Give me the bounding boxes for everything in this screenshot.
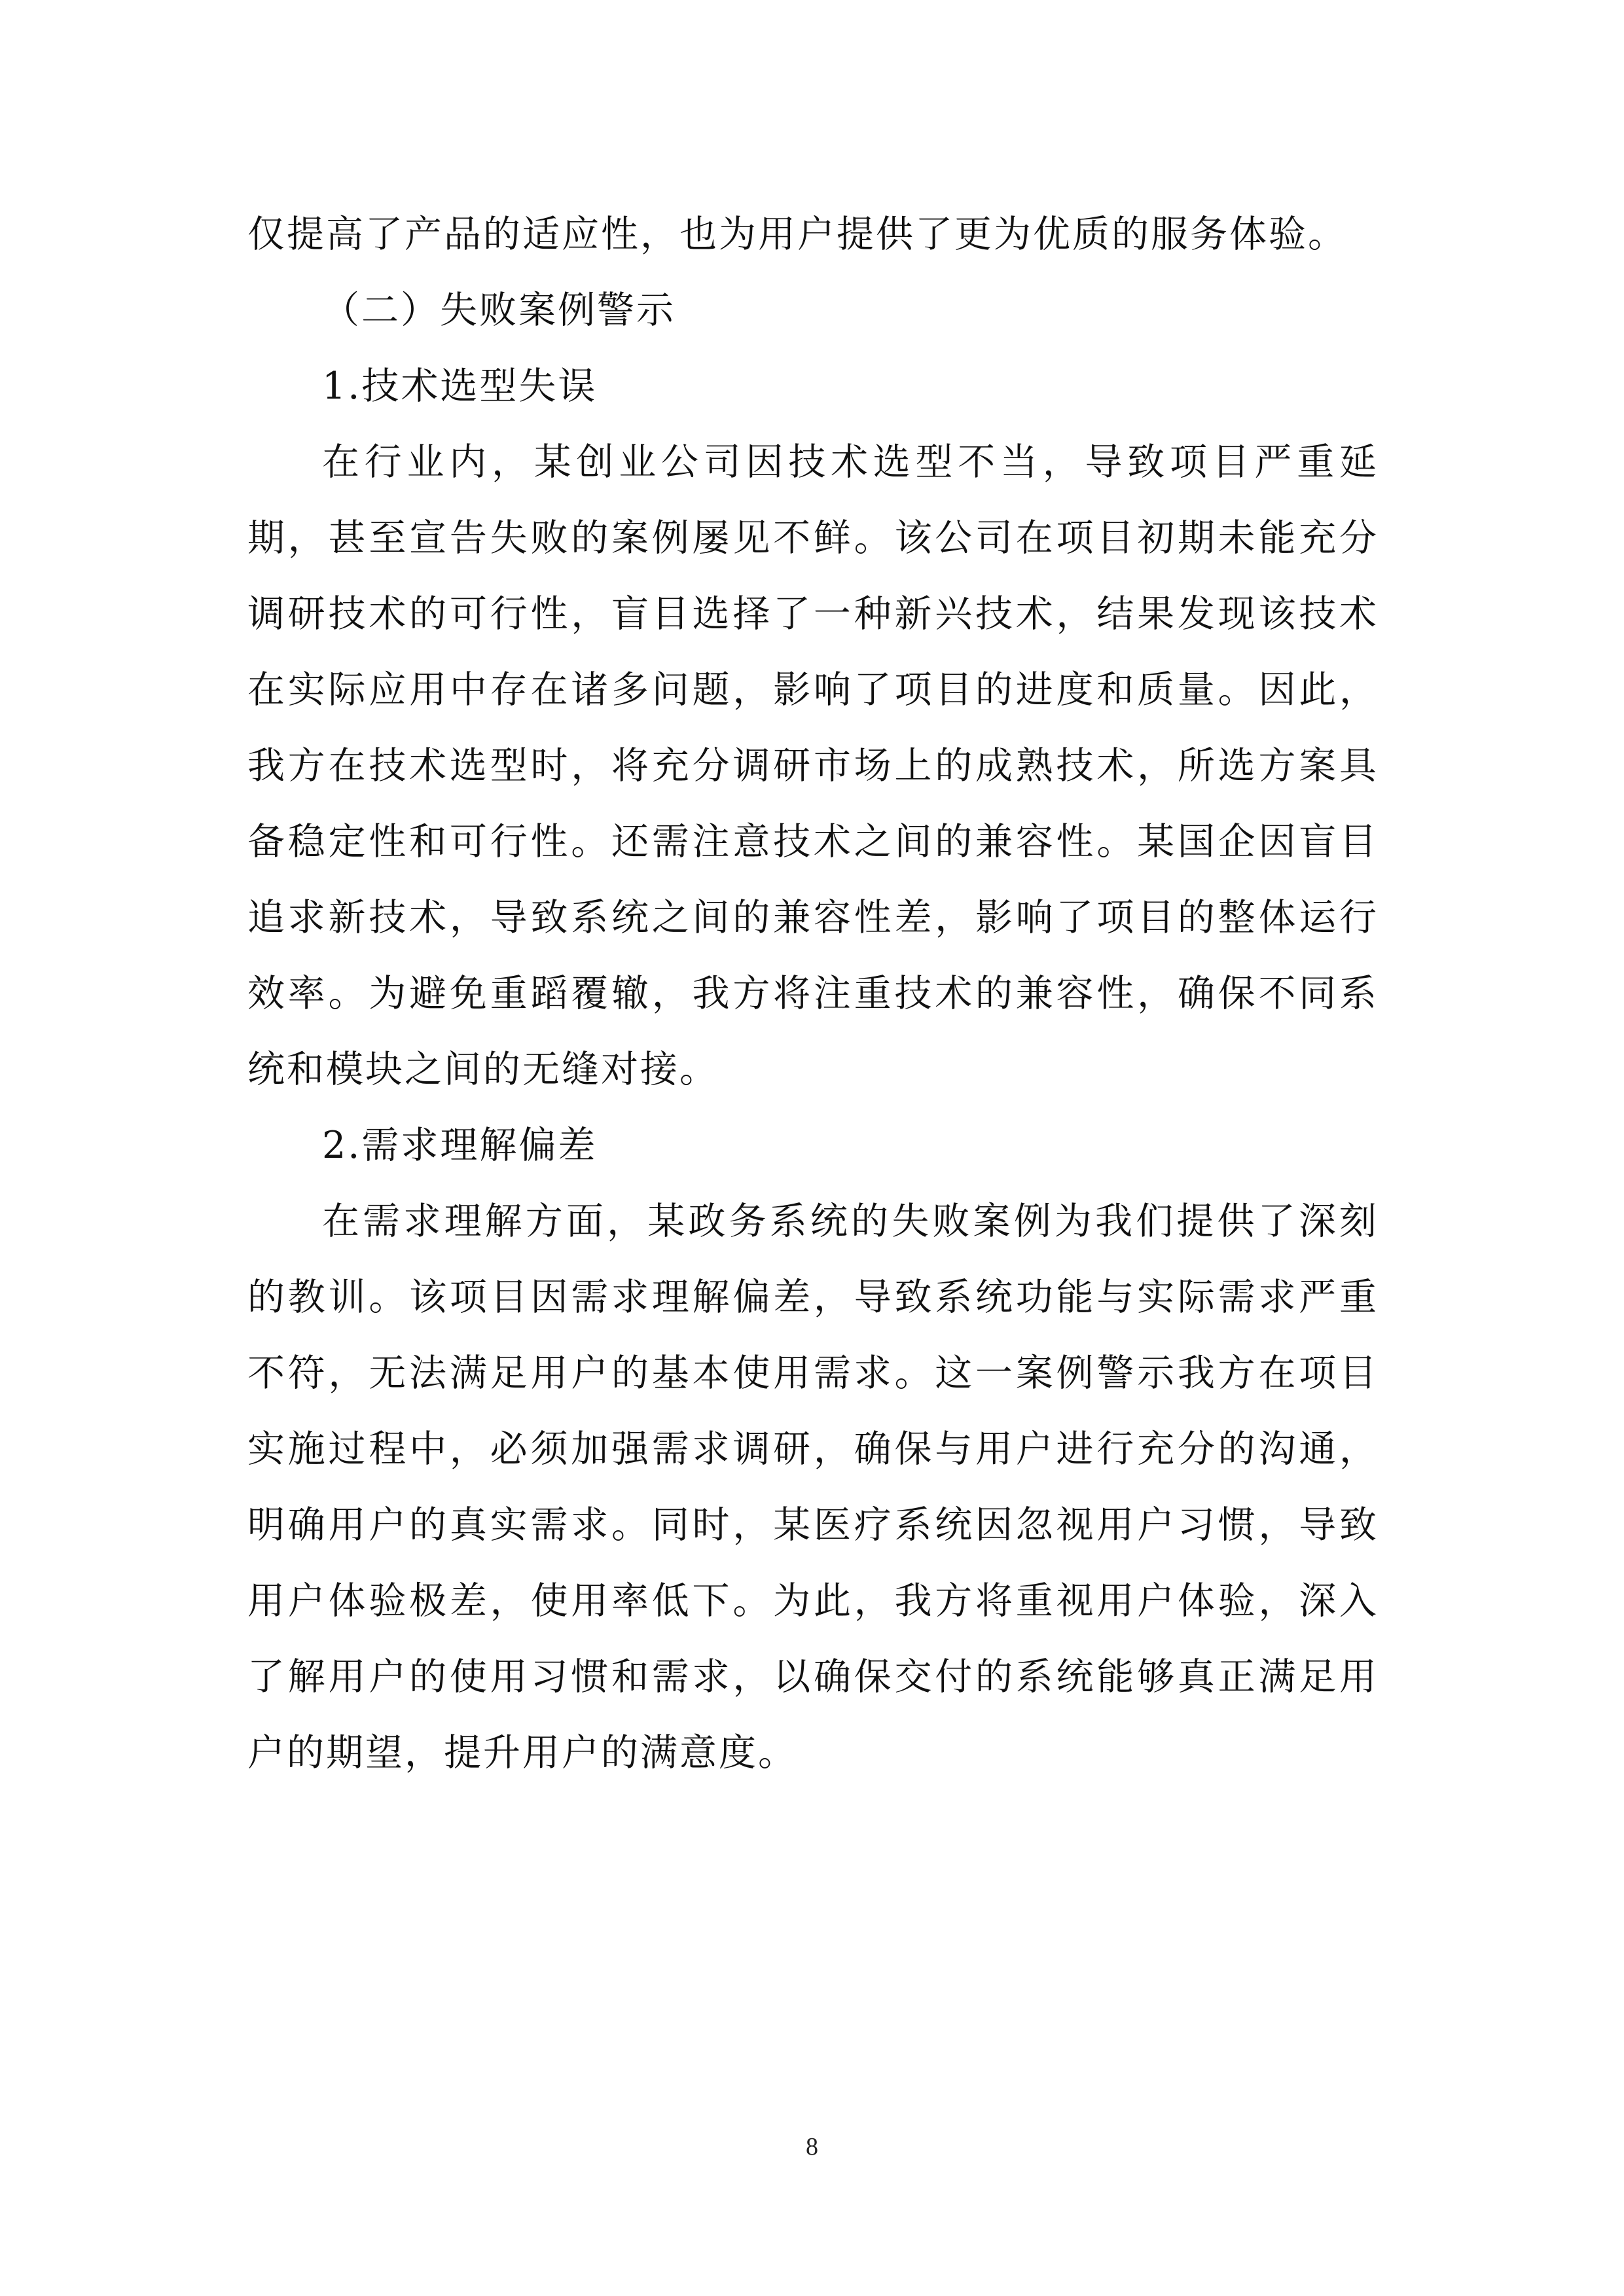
paragraph: 在需求理解方面，某政务系统的失败案例为我们提供了深刻的教训。该项目因需求理解偏差，导致系统功能与实际需求严重不符，无法满足用户的基本使用需求。这一案例警示我方在项目实施过程中，必须加强需求调研，确保与用户进行充分的沟通，明确用户的真实需求。同时，某医疗系统因忽视用户习惯，导致用户体验极差，使用率低下。为此，我方将重视用户体验，深入了解用户的使用习惯和需求，以确保交付的系统能够真正满足用户的期望，提升用户的满意度。 — [247, 1200, 1379, 1774]
subsection-title: 2.需求理解偏差 — [322, 1124, 598, 1167]
section-heading: （二）失败案例警示 — [322, 289, 676, 332]
paragraph: 在行业内，某创业公司因技术选型不当，导致项目严重延期，甚至宣告失败的案例屡见不鲜。该公司在项目初期未能充分调研技术的可行性，盲目选择了一种新兴技术，结果发现该技术在实际应用中存在诸多问题，影响了项目的进度和质量。因此，我方在技术选型时，将充分调研市场上的成熟技术，所选方案具备稳定性和可行性。还需注意技术之间的兼容性。某国企因盲目追求新技术，导致系统之间的兼容性差，影响了项目的整体运行效率。为避免重蹈覆辙，我方将注重技术的兼容性，确保不同系统和模块之间的无缝对接。 — [247, 440, 1379, 1091]
page-number: 8 — [806, 2133, 818, 2161]
document-page — [247, 196, 1379, 1791]
subsection-title: 1.技术选型失误 — [322, 365, 598, 408]
continuation-text: 仅提高了产品的适应性，也为用户提供了更为优质的服务体验。 — [247, 213, 1347, 256]
